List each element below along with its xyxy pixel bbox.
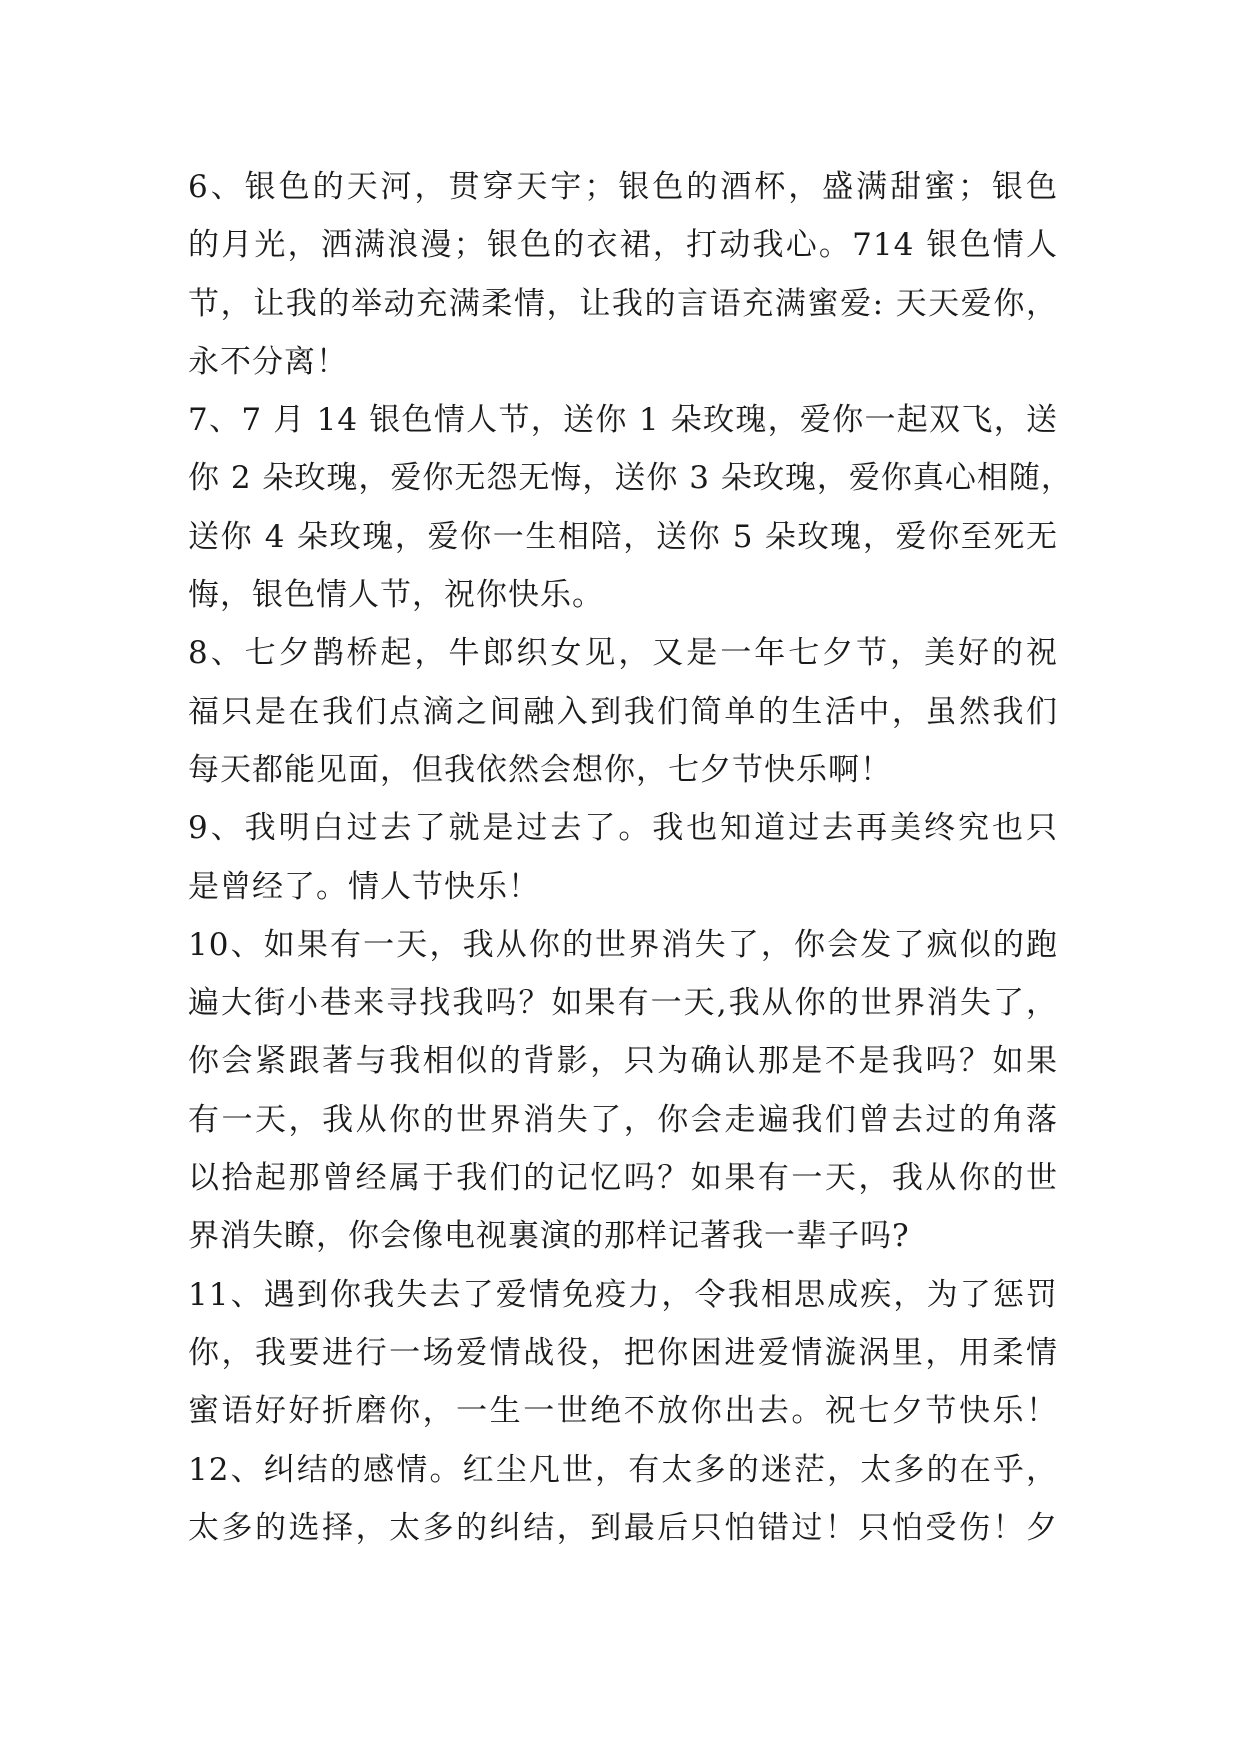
text-line: 7、7 月 14 银色情人节，送你 1 朵玫瑰，爱你一起双飞，送 [188, 402, 1058, 439]
text-line: 6、银色的天河，贯穿天宇；银色的酒杯，盛满甜蜜；银色 [188, 169, 1058, 205]
text-line: 12、纠结的感情。红尘凡世，有太多的迷茫，太多的在乎， [188, 1451, 1058, 1488]
text-line: 10、如果有一天，我从你的世界消失了，你会发了疯似的跑 [188, 926, 1058, 963]
text-line: 8、七夕鹊桥起，牛郎织女见，又是一年七夕节，美好的祝 [188, 635, 1058, 672]
text-line: 界消失瞭，你会像电视裏演的那样记著我一辈子吗? [188, 1218, 910, 1255]
text-line: 你会紧跟著与我相似的背影，只为确认那是不是我吗？如果 [188, 1043, 1058, 1080]
text-line: 是曾经了。情人节快乐！ [188, 868, 540, 905]
text-line: 太多的选择，太多的纠结，到最后只怕错过！只怕受伤！夕 [188, 1509, 1058, 1546]
text-line: 蜜语好好折磨你，一生一世绝不放你出去。祝七夕节快乐！ [188, 1393, 1058, 1430]
text-line: 送你 4 朵玫瑰，爱你一生相陪，送你 5 朵玫瑰，爱你至死无 [188, 518, 1058, 555]
text-line: 以拾起那曾经属于我们的记忆吗？如果有一天，我从你的世 [188, 1160, 1058, 1197]
text-line: 有一天，我从你的世界消失了，你会走遍我们曾去过的角落 [188, 1101, 1058, 1138]
text-line: 11、遇到你我失去了爱情免疫力，令我相思成疾，为了惩罚 [188, 1276, 1058, 1313]
text-line: 每天都能见面，但我依然会想你，七夕节快乐啊！ [188, 751, 892, 788]
text-line: 永不分离！ [188, 343, 348, 380]
text-line: 遍大街小巷来寻找我吗？如果有一天,我从你的世界消失了， [188, 985, 1058, 1022]
text-line: 你 2 朵玫瑰，爱你无怨无悔，送你 3 朵玫瑰，爱你真心相随， [188, 460, 1073, 497]
text-line: 你，我要进行一场爱情战役，把你困进爱情漩涡里，用柔情 [188, 1334, 1058, 1371]
text-line: 节，让我的举动充满柔情，让我的言语充满蜜爱: 天天爱你， [188, 285, 1058, 322]
document-body [188, 158, 1073, 1557]
text-line: 9、我明白过去了就是过去了。我也知道过去再美终究也只 [188, 810, 1058, 847]
text-line: 的月光，洒满浪漫；银色的衣裙，打动我心。714 银色情人 [188, 227, 1058, 264]
text-line: 福只是在我们点滴之间融入到我们简单的生活中，虽然我们 [188, 693, 1058, 730]
text-line: 悔，银色情人节，祝你快乐。 [188, 577, 604, 614]
